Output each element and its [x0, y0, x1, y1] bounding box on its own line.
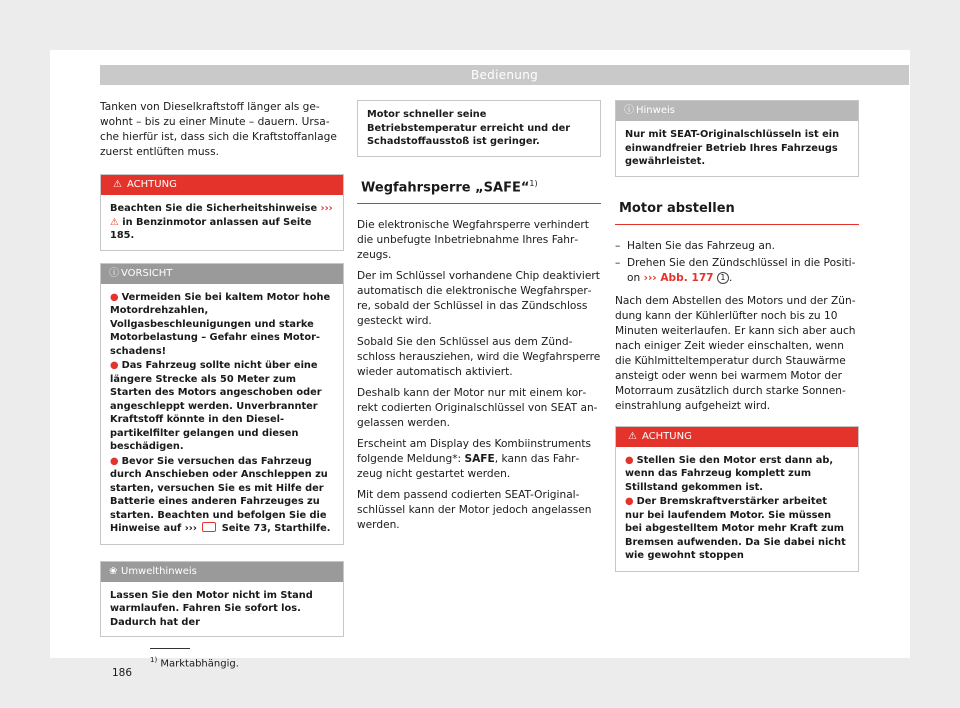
- paragraph: Sobald Sie den Schlüssel aus dem Zündschloss herausziehen, wird die Wegfahrsperre wieder automatisch aktiviert.: [357, 335, 601, 378]
- bullet-icon: ●: [110, 291, 119, 303]
- list-item: ● Das Fahrzeug sollte nicht über eine längere Strecke als 50 Meter zum Starten des Motors angeschoben oder angeschleppt werden. Unverbrannter Kraftstoff könnte in den Dieselpartikelfilter gelangen und diesen beschädigen.: [110, 360, 322, 452]
- bullet-icon: ●: [110, 455, 119, 467]
- callout-number: 1: [717, 272, 729, 284]
- info-circle-icon: ⓘ: [109, 267, 119, 279]
- bullet-icon: ●: [110, 360, 119, 371]
- list-item: – Halten Sie das Fahrzeug an.: [615, 239, 775, 252]
- info-circle-icon: ⓘ: [624, 105, 634, 116]
- figure-link[interactable]: ››› Abb. 177: [643, 271, 714, 284]
- footnote-mark: 1): [529, 178, 538, 188]
- footnote: $^{1)}$ Marktabhängig.: [150, 656, 239, 670]
- paragraph: Mit dem passend codierten SEAT-Originalschlüssel kann der Motor jedoch angelassen werden.: [357, 488, 592, 531]
- paragraph: Die elektronische Wegfahrsperre verhindert die unbefugte Inbetriebnahme Ihres Fahrzeugs.: [357, 218, 589, 261]
- vorsicht-body: [101, 284, 343, 544]
- vorsicht-box: [100, 263, 344, 545]
- section-title-wegfahrsperre: Wegfahrsperre „SAFE“$^{1)}$: [357, 179, 601, 204]
- umwelt-body: Lassen Sie den Motor nicht im Stand warmlaufen. Fahren Sie sofort los. Dadurch hat der: [110, 589, 313, 628]
- paragraph: Nach dem Abstellen des Motors und der Zündung kann der Kühlerlüfter noch bis zu 10 Minuten weiterlaufen. Er kann sich aber auch nach einiger Zeit wieder einschalten, wenn die Kühlmitteltemperatur durch Stauwärme ansteigt oder wenn bei warmem Motor der Motorraum zusätzlich durch starke Sonneneinstrahlung aufgeheizt wird.: [615, 294, 856, 412]
- column-right: [615, 100, 859, 584]
- list-item: ● Stellen Sie den Motor erst dann ab, wenn das Fahrzeug komplett zum Stillstand gekommen ist.: [625, 454, 834, 493]
- achtung-body: [616, 447, 858, 571]
- achtung-header: ⚠ ACHTUNG: [101, 175, 343, 195]
- vorsicht-header: ⓘ VORSICHT: [101, 264, 343, 284]
- column-middle: [357, 100, 601, 539]
- page: [50, 50, 910, 679]
- achtung-body: Beachten Sie die Sicherheitshinweise ››› ⚠ in Benzinmotor anlassen auf Seite 185.: [110, 203, 333, 241]
- page-header: Bedienung: [100, 65, 909, 85]
- achtung-box-2: [615, 426, 859, 572]
- book-icon: [202, 522, 216, 532]
- paragraph: Deshalb kann der Motor nur mit einem korrekt codierten Originalschlüssel von SEAT angelassen werden.: [357, 386, 598, 429]
- paragraph: Der im Schlüssel vorhandene Chip deaktiviert automatisch die elektronische Wegfahrsperre, sobald der Schlüssel in das Zündschloss gesteckt wird.: [357, 269, 600, 327]
- warning-triangle-icon: ⚠: [110, 216, 119, 228]
- bullet-icon: ●: [625, 496, 634, 507]
- page-number: 186: [112, 667, 133, 679]
- list-item: ● Vermeiden Sie bei kaltem Motor hohe Motordrehzahlen, Vollgasbeschleunigungen und starke Motorbelastung – Gefahr eines Motorschadens!: [110, 291, 331, 357]
- warning-triangle-icon: ⚠: [628, 430, 637, 442]
- column-left: [100, 100, 344, 649]
- leaf-icon: ❀: [109, 565, 118, 577]
- safe-message: SAFE: [464, 452, 495, 465]
- hinweis-body: Nur mit SEAT-Originalschlüsseln ist ein einwandfreier Betrieb Ihres Fahrzeugs gewährleistet.: [625, 129, 840, 167]
- bullet-icon: ●: [625, 454, 634, 466]
- paragraph-display: Erscheint am Display des Kombiinstruments folgende Meldung*: SAFE, kann das Fahrzeug nicht gestartet werden.: [357, 437, 592, 480]
- umwelt-box-continued: [357, 100, 601, 157]
- list-item: ● Der Bremskraftverstärker arbeitet nur bei laufendem Motor. Sie müssen bei abgestelltem Motor mehr Kraft zum Bremsen aufwenden. Da Sie dabei nicht wie gewohnt stoppen: [625, 496, 846, 561]
- hinweis-header: ⓘ Hinweis: [616, 101, 858, 121]
- umwelt-box: [100, 561, 344, 638]
- hinweis-box: [615, 100, 859, 177]
- section-title-motor-abstellen: Motor abstellen: [615, 201, 859, 225]
- achtung-box: [100, 174, 344, 251]
- intro-text: Tanken von Dieselkraftstoff länger als gewohnt – bis zu einer Minute – dauern. Ursache hierfür ist, dass sich die Kraftstoffanlage zuerst entlüften muss.: [100, 101, 337, 158]
- achtung-header: ⚠ ACHTUNG: [616, 427, 858, 447]
- list-item: ● Bevor Sie versuchen das Fahrzeug durch Anschieben oder Anschleppen zu starten, versuchen Sie es mit Hilfe der Batterie eines anderen Fahrzeuges zu starten. Beachten und befolgen Sie die Hinweise auf ››› Seite 73, Starthilfe.: [110, 455, 331, 534]
- footnote-divider: [150, 648, 190, 649]
- umwelt-header: ❀ Umwelthinweis: [101, 562, 343, 582]
- list-item: – Drehen Sie den Zündschlüssel in die Position ››› Abb. 177 1 .: [615, 256, 856, 284]
- warning-triangle-icon: ⚠: [113, 179, 122, 190]
- starthilfe-link[interactable]: ›››: [184, 523, 197, 534]
- umwelt-continued-body: Motor schneller seine Betriebstemperatur erreicht und der Schadstoffausstoß ist geringer.: [367, 109, 571, 147]
- achtung-link[interactable]: ›››: [320, 203, 333, 214]
